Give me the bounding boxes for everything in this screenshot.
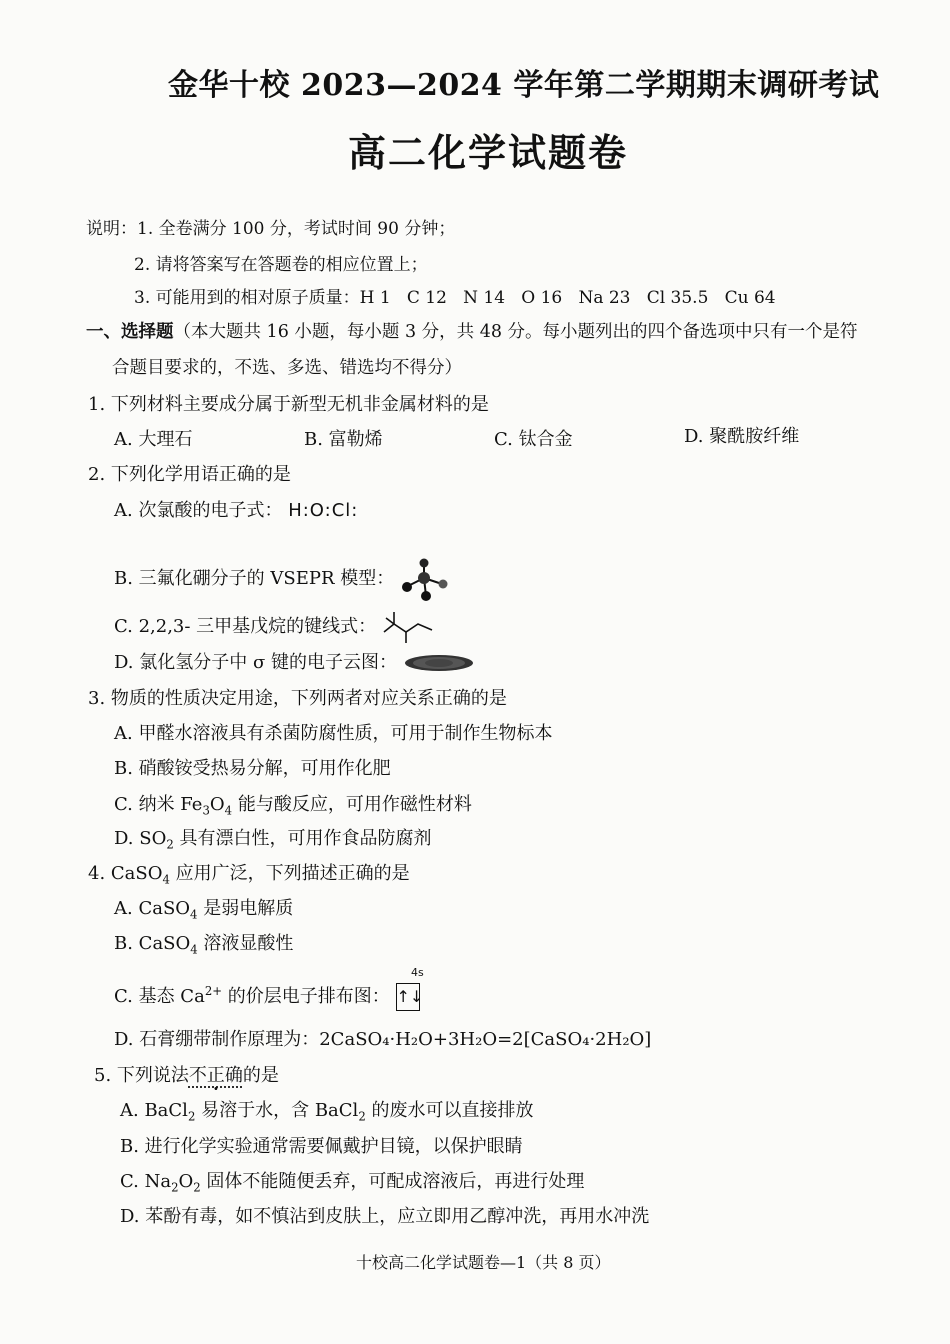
q2-option-b <box>114 556 452 602</box>
note-2: 2. 请将答案写在答题卷的相应位置上； <box>134 255 428 275</box>
q5-option-a <box>120 1096 533 1124</box>
exam-title: 金华十校 2023—2024 学年第二学期期末调研考试 <box>168 68 880 103</box>
q5-a-pre: A. BaCl <box>120 1100 188 1121</box>
note-3: 3. 可能用到的相对原子质量：H 1 C 12 N 14 O 16 Na 23 Cl 35.5 Cu 64 <box>134 288 776 308</box>
q4-option-a <box>114 894 293 922</box>
q5-stem-emphasis: 不正确 <box>188 1065 243 1086</box>
q4-a-post: 是弱电解质 <box>197 898 294 919</box>
q5-option-d: D. 苯酚有毒，如不慎沾到皮肤上，应立即用乙醇冲洗，再用水冲洗 <box>120 1206 650 1227</box>
q3-stem: 3. 物质的性质决定用途，下列两者对应关系正确的是 <box>88 688 507 709</box>
q5-c-sub1: 2 <box>171 1180 179 1195</box>
q5-a-mid: 易溶于水，含 BaCl <box>195 1100 359 1121</box>
q4-b-post: 溶液显酸性 <box>197 933 294 954</box>
q5-c-sub2: 2 <box>193 1180 201 1195</box>
q3-option-b: B. 硝酸铵受热易分解，可用作化肥 <box>114 758 391 779</box>
sigma-bond-cloud-icon <box>403 652 475 674</box>
q4-c-pre: C. 基态 Ca <box>114 986 205 1007</box>
section-label: 一、选择题 <box>86 322 174 342</box>
q5-option-b: B. 进行化学实验通常需要佩戴护目镜，以保护眼睛 <box>120 1136 523 1157</box>
q5-c-pre: C. Na <box>120 1171 172 1192</box>
q4-a-sub: 4 <box>190 907 198 922</box>
q4-c-sup: 2+ <box>204 984 223 998</box>
q2-option-d-text: D. 氯化氢分子中 σ 键的电子云图： <box>114 652 397 673</box>
q4-stem-post: 应用广泛，下列描述正确的是 <box>169 863 410 884</box>
q5-stem <box>94 1061 279 1087</box>
q4-stem-sub: 4 <box>162 872 170 887</box>
q2-option-c-text: C. 2,2,3- 三甲基戊烷的键线式： <box>114 616 377 637</box>
q4-c-post: 的价层电子排布图： <box>222 986 390 1007</box>
q4-option-d: D. 石膏绷带制作原理为：2CaSO₄·H₂O+3H₂O=2[CaSO₄·2H₂O] <box>114 1029 652 1050</box>
q5-c-post: 固体不能随便丢弃，可配成溶液后，再进行处理 <box>200 1171 585 1192</box>
section-description: （本大题共 16 小题，每小题 3 分，共 48 分。每小题列出的四个备选项中只有一个是符 <box>173 322 858 342</box>
q1-option-a: A. 大理石 <box>114 429 193 450</box>
q5-a-sub1: 2 <box>187 1109 196 1124</box>
q2-option-d <box>114 648 475 674</box>
q2-option-b-text: B. 三氟化硼分子的 VSEPR 模型： <box>114 568 395 589</box>
q1-option-c: C. 钛合金 <box>494 429 573 450</box>
q5-stem-post: 的是 <box>242 1065 279 1086</box>
paper-subtitle: 高二化学试题卷 <box>348 130 629 175</box>
hclo-electron-formula: H:O:Cl: <box>288 500 359 521</box>
q2-option-a-text: A. 次氯酸的电子式： <box>114 500 283 521</box>
q3-c-post: 能与酸反应，可用作磁性材料 <box>232 794 472 815</box>
q5-c-mid: O <box>178 1171 194 1192</box>
q3-c-sub1: 3 <box>202 803 210 818</box>
q3-c-pre: C. 纳米 Fe <box>114 794 203 815</box>
q2-option-a <box>114 496 358 522</box>
q1-option-d: D. 聚酰胺纤维 <box>684 426 800 447</box>
q3-d-sub: 2 <box>166 837 174 852</box>
q4-b-pre: B. CaSO <box>114 933 191 954</box>
q1-option-b: B. 富勒烯 <box>304 429 383 450</box>
q3-c-sub2: 4 <box>224 803 233 818</box>
section-description-2: 合题目要求的，不选、多选、错选均不得分） <box>112 358 462 378</box>
note-1: 说明：1. 全卷满分 100 分，考试时间 90 分钟； <box>86 219 456 239</box>
q2-stem: 2. 下列化学用语正确的是 <box>88 464 291 485</box>
q4-stem-pre: 4. CaSO <box>88 863 163 884</box>
q3-d-pre: D. SO <box>114 828 167 849</box>
q2-option-c <box>114 610 436 644</box>
q3-option-c <box>114 790 472 818</box>
page-footer: 十校高二化学试题卷—1（共 8 页） <box>356 1253 611 1272</box>
q1-stem: 1. 下列材料主要成分属于新型无机非金属材料的是 <box>88 394 489 415</box>
orbital-box: ↑↓ <box>396 983 420 1011</box>
orbital-label: 4s <box>411 966 424 979</box>
q4-a-pre: A. CaSO <box>114 898 191 919</box>
q4-option-b <box>114 929 293 957</box>
q4-stem <box>88 859 410 887</box>
q4-b-sub: 4 <box>190 942 198 957</box>
skeletal-formula-icon <box>382 610 436 644</box>
q3-option-d <box>114 824 432 852</box>
q5-option-c <box>120 1167 584 1195</box>
bf3-vsepr-model-icon <box>400 556 452 602</box>
q3-option-a: A. 甲醛水溶液具有杀菌防腐性质，可用于制作生物标本 <box>114 723 553 744</box>
q4-option-c <box>114 982 424 1011</box>
q3-d-post: 具有漂白性，可用作食品防腐剂 <box>173 828 432 849</box>
section-heading <box>86 318 858 343</box>
q5-a-post: 的废水可以直接排放 <box>365 1100 534 1121</box>
q5-stem-pre: 5. 下列说法 <box>94 1065 189 1086</box>
q3-c-mid: O <box>209 794 225 815</box>
q5-a-sub2: 2 <box>358 1109 366 1124</box>
